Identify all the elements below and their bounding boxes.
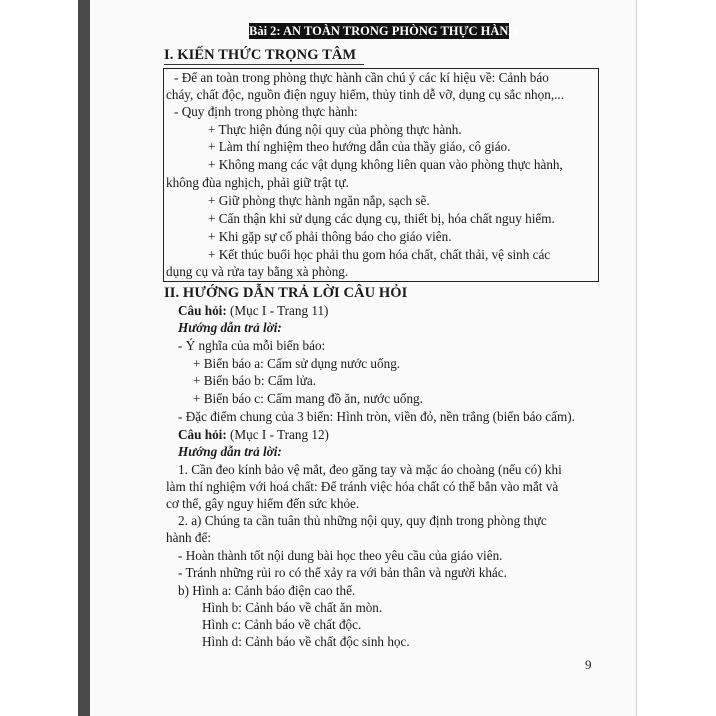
text-line: + Cẩn thận khi sử dụng các dụng cụ, thiết bị, hóa chất nguy hiểm. (208, 211, 555, 226)
text-line: + Biển báo a: Cấm sử dụng nước uống. (193, 356, 401, 371)
text-line: - Đặc điểm chung của 3 biển: Hình tròn, viền đỏ, nền trắng (biển báo cấm). (178, 409, 575, 424)
text-line: Hình c: Cảnh báo về chất độc. (202, 617, 362, 632)
text-line: + Biển báo c: Cấm mang đồ ăn, nước uống. (193, 391, 423, 406)
question-1 (178, 303, 328, 319)
text-line: cơ thể, gây nguy hiểm đến sức khỏe. (166, 496, 360, 511)
text-line: cháy, chất độc, nguồn điện nguy hiểm, thủy tinh dễ vỡ, dụng cụ sắc nhọn,... (166, 87, 565, 102)
text-line: làm thí nghiệm với hoá chất: Để tránh việc hóa chất có thể bắn vào mắt và (166, 479, 559, 494)
text-line: - Ý nghĩa của mỗi biển báo: (178, 338, 326, 353)
text-line: - Hoàn thành tốt nội dung bài học theo yêu cầu của giáo viên. (178, 548, 503, 563)
text-line: + Làm thí nghiệm theo hướng dẫn của thầy giáo, cô giáo. (208, 139, 511, 154)
text-line: b) Hình a: Cảnh báo điện cao thế. (178, 583, 356, 598)
text-line: 2. a) Chúng ta cần tuân thủ những nội quy, quy định trong phòng thực (178, 513, 547, 528)
question-2 (178, 427, 329, 443)
section-1-underline (164, 64, 364, 65)
text-line: không đùa nghịch, phải giữ trật tự. (166, 175, 349, 190)
section-2-heading: II. HƯỚNG DẪN TRẢ LỜI CÂU HỎI (164, 285, 408, 301)
text-line: - Quy định trong phòng thực hành: (174, 104, 358, 119)
text-line: + Kết thúc buổi học phải thu gom hóa chất, chất thải, vệ sinh các (208, 247, 551, 262)
text-line: + Giữ phòng thực hành ngăn nắp, sạch sẽ. (208, 193, 430, 208)
answer-guide-label: Hướng dẫn trả lời: (178, 320, 282, 335)
text-line: - Tránh những rủi ro có thể xảy ra với bản thân và người khác. (178, 565, 507, 580)
text-line: hành để: (166, 530, 212, 545)
text-line: 1. Cần đeo kính bảo vệ mắt, đeo găng tay và mặc áo choàng (nếu có) khi (178, 462, 562, 477)
question-label: Câu hỏi: (178, 427, 227, 442)
text-line: + Không mang các vật dụng không liên quan vào phòng thực hành, (208, 157, 563, 172)
question-label: Câu hỏi: (178, 303, 227, 318)
lesson-title: Bài 2: AN TOÀN TRONG PHÒNG THỰC HÀNH (249, 24, 519, 38)
text-line: - Để an toàn trong phòng thực hành cần chú ý các kí hiệu về: Cảnh báo (174, 70, 549, 85)
answer-guide-label: Hướng dẫn trả lời: (178, 444, 282, 459)
question-ref: (Mục I - Trang 11) (226, 303, 329, 318)
page-number: 9 (585, 657, 592, 672)
text-line: Hình b: Cảnh báo về chất ăn mòn. (202, 600, 383, 615)
text-line: dụng cụ và rửa tay bằng xà phòng. (166, 264, 349, 279)
book-spine-shadow (78, 0, 90, 716)
text-line: + Thực hiện đúng nội quy của phòng thực hành. (208, 122, 462, 137)
question-ref: (Mục I - Trang 12) (226, 427, 329, 442)
text-line: + Khi gặp sự cố phải thông báo cho giáo viên. (208, 229, 452, 244)
text-line: + Biển báo b: Cấm lửa. (193, 373, 316, 388)
section-1-heading: I. KIẾN THỨC TRỌNG TÂM (164, 47, 357, 63)
text-line: Hình d: Cảnh báo về chất độc sinh học. (202, 634, 410, 649)
